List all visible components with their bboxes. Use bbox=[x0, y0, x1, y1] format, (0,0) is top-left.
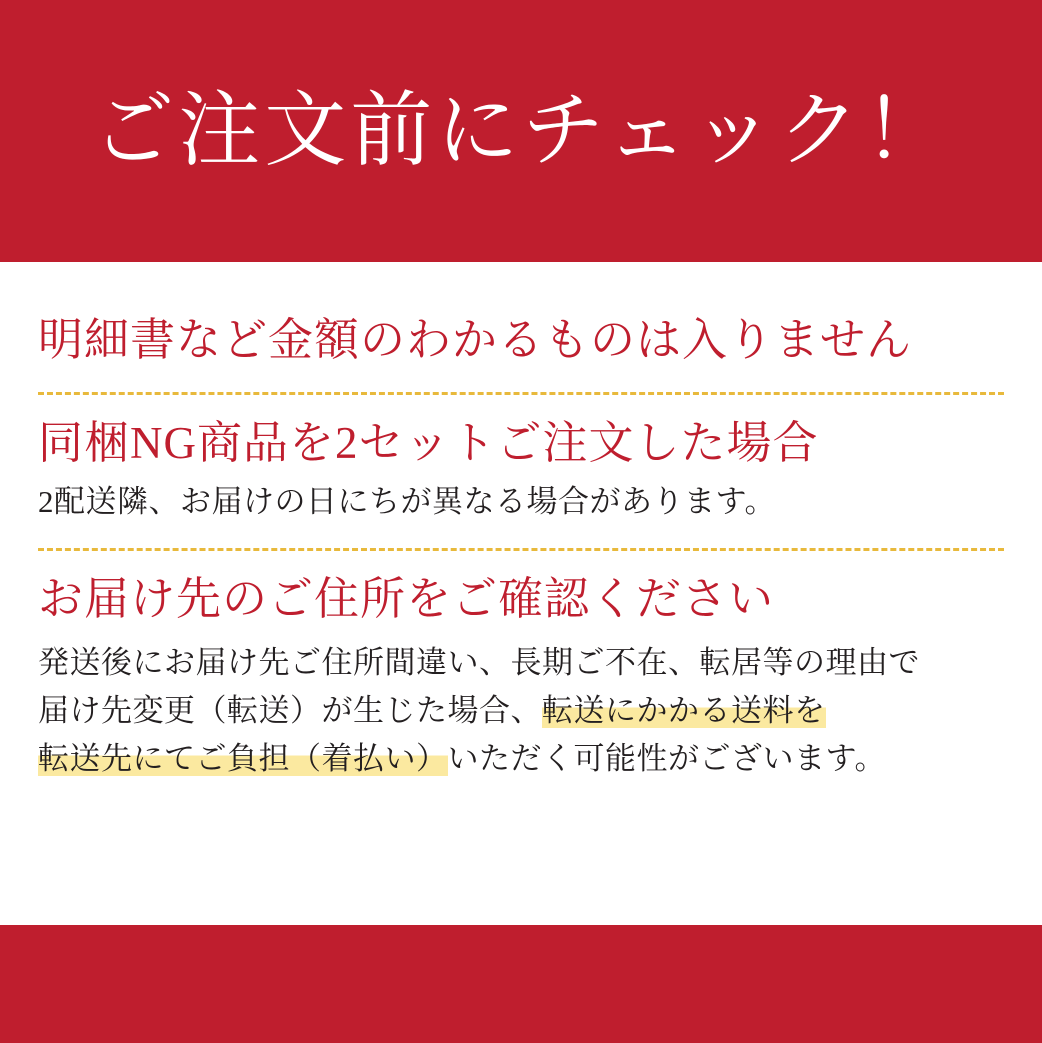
section-headline: 同梱NG商品を2セットご注文した場合 bbox=[38, 417, 819, 468]
notice-section-2 bbox=[38, 415, 1004, 527]
header-banner bbox=[0, 0, 1042, 262]
section-headline: 明細書など金額のわかるものは入りません bbox=[38, 315, 913, 365]
notice-content bbox=[0, 262, 1042, 925]
dashed-divider-1 bbox=[38, 392, 1004, 395]
body-text-plain: いただく可能性がございます。 bbox=[447, 740, 887, 776]
body-text-plain: 届け先変更（転送）が生じた場合、 bbox=[38, 692, 542, 728]
section-body-line: 発送後にお届け先ご住所間違い、長期ご不在、転居等の理由で bbox=[38, 644, 920, 680]
highlight-phrase: 転送先にてご負担（着払い） bbox=[38, 740, 448, 776]
section-headline: お届け先のご住所をご確認ください bbox=[38, 574, 775, 625]
section-body-line: 2配送隣、お届けの日にちが異なる場合があります。 bbox=[38, 484, 777, 520]
highlight-phrase: 転送にかかる送料を bbox=[542, 692, 826, 728]
page-title: ご注文前にチェック！ bbox=[92, 85, 950, 176]
section-body-line-highlighted bbox=[38, 735, 1004, 783]
section-body-line-highlighted bbox=[38, 687, 1004, 735]
notice-section-3 bbox=[38, 571, 1004, 783]
notice-section-1 bbox=[38, 308, 1004, 370]
dashed-divider-2 bbox=[38, 548, 1004, 551]
footer-banner bbox=[0, 925, 1042, 1043]
